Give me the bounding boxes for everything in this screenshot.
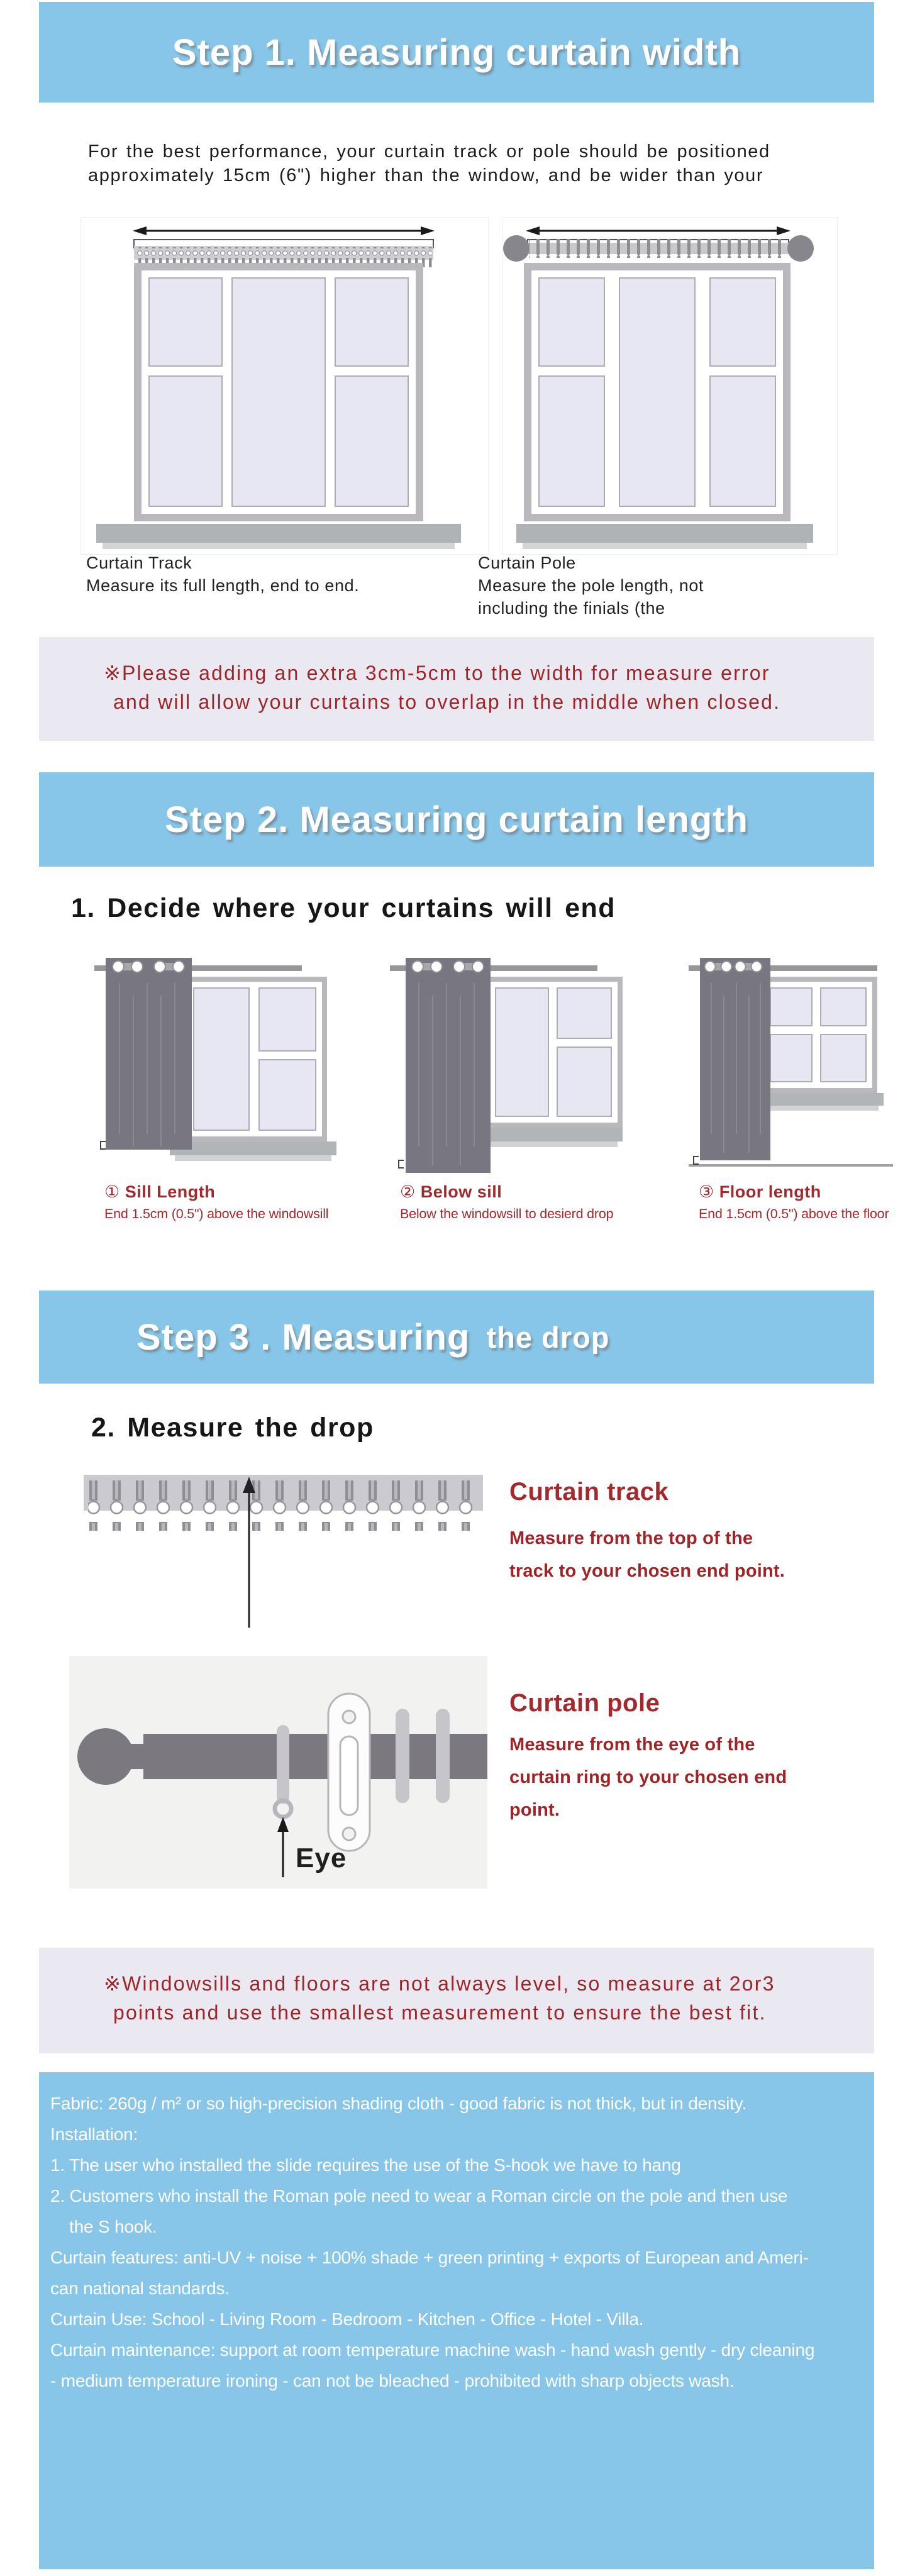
step1-intro-paragraph: [88, 140, 770, 187]
pole-caption-title: Curtain Pole: [478, 553, 576, 572]
curtain-panel: [106, 958, 192, 1150]
level-measure-note: [39, 1948, 874, 2053]
step3-banner-title-sub: the drop: [486, 1320, 610, 1354]
length-option-floor: [689, 958, 893, 1222]
step1-intro-line2: approximately 15cm (6") higher than the window, and be wider than your: [88, 165, 764, 186]
option3-title: Floor length: [719, 1182, 821, 1201]
track-drop-desc-line2: track to your chosen end point.: [509, 1561, 785, 1581]
end-point-mark: [101, 1141, 106, 1149]
footer-fabric: Fabric: 260g / m² or so high-precision shading cloth - good fabric is not thick, but in density.: [50, 2094, 747, 2113]
track-hooks: [88, 1480, 479, 1531]
footer-install-step2: 2. Customers who install the Roman pole need to wear a Roman circle on the pole and then use: [50, 2186, 788, 2206]
option1-number: ①: [104, 1182, 120, 1201]
width-double-arrow-icon: [133, 226, 435, 235]
below-sill-illustration: [390, 958, 623, 1173]
step3-heading: 2. Measure the drop: [91, 1413, 374, 1443]
pole-drop-desc-line3: point.: [509, 1800, 560, 1820]
step1-track-diagram: [80, 217, 489, 555]
below-sill-label: [400, 1182, 623, 1202]
width-double-arrow-icon: [526, 226, 791, 235]
footer-install-step1: 1. The user who installed the slide requires the use of the S-hook we have to hang: [50, 2155, 681, 2175]
level-note-line1: ※Windowsills and floors are not always level, so measure at 2or3: [104, 1972, 775, 1995]
footer-maintenance-cont: - medium temperature ironing - can not be bleached - prohibited with sharp objects wash.: [50, 2371, 735, 2390]
length-option-below-sill: [390, 958, 623, 1222]
footer-installation: Installation:: [50, 2124, 138, 2144]
step3-banner: [39, 1291, 874, 1384]
step3-pole-diagram: [69, 1656, 487, 1892]
wall-bracket: [328, 1694, 370, 1851]
windowsill: [472, 1128, 623, 1147]
track-caption-title: Curtain Track: [86, 553, 192, 572]
footer-install-step2-cont: the S hook.: [69, 2217, 157, 2236]
floor-length-desc: End 1.5cm (0.5") above the floor: [699, 1206, 889, 1221]
product-info-footer: [39, 2072, 874, 2569]
width-note-line1: ※Please adding an extra 3cm-5cm to the width for measure error: [104, 662, 770, 684]
step3-banner-title-main: Step 3 . Measuring: [136, 1316, 470, 1358]
pole-drop-title: Curtain pole: [509, 1689, 660, 1717]
below-sill-desc: Below the windowsill to desierd drop: [400, 1206, 614, 1221]
sill-length-illustration: [94, 958, 340, 1173]
pole-caption: [478, 552, 704, 619]
floor-length-illustration: [689, 958, 893, 1173]
option2-number: ②: [400, 1182, 416, 1201]
window-illustration: [484, 977, 623, 1128]
step2-banner: [39, 772, 874, 867]
track-window-illustration: [81, 218, 488, 554]
curtain-panel: [700, 958, 770, 1160]
step1-intro-line1: For the best performance, your curtain track or pole should be positioned: [88, 142, 770, 162]
length-option-sill: [94, 958, 340, 1222]
floor-length-label: [699, 1182, 893, 1202]
track-caption-desc: Measure its full length, end to end.: [86, 576, 360, 595]
sill-length-desc: End 1.5cm (0.5") above the windowsill: [104, 1206, 329, 1221]
step1-banner: [39, 2, 874, 103]
footer-features-cont: can national standards.: [50, 2279, 230, 2298]
step1-banner-title: Step 1. Measuring curtain width: [172, 31, 741, 73]
footer-use: Curtain Use: School - Living Room - Bedroom - Kitchen - Office - Hotel - Villa.: [50, 2309, 644, 2329]
windowsill: [516, 524, 813, 549]
track-drop-desc: [509, 1522, 785, 1587]
track-drop-illustration: [82, 1472, 497, 1635]
footer-maintenance: Curtain maintenance: support at room temperature machine wash - hand wash gently - dry cleaning: [50, 2340, 815, 2360]
step2-banner-title: Step 2. Measuring curtain length: [165, 799, 748, 840]
step3-track-diagram: [82, 1472, 497, 1638]
window-illustration: [182, 977, 327, 1141]
step1-pole-diagram: [502, 217, 838, 555]
window-illustration: [759, 977, 877, 1093]
option2-title: Below sill: [420, 1182, 502, 1201]
width-measure-note: [39, 637, 874, 741]
windowsill: [96, 524, 461, 549]
track-drop-title: Curtain track: [509, 1478, 669, 1506]
window-illustration: [524, 263, 791, 521]
track-drop-desc-line1: Measure from the top of the: [509, 1528, 753, 1548]
eye-label: Eye: [296, 1843, 347, 1874]
width-note-line2: and will allow your curtains to overlap in the middle when closed.: [113, 691, 781, 713]
curtain-panel: [406, 958, 491, 1173]
curtain-pole-with-finials: [503, 235, 814, 262]
step2-heading: 1. Decide where your curtains will end: [71, 893, 616, 923]
sill-length-label: [104, 1182, 340, 1202]
pole-caption-desc2: including the finials (the: [478, 599, 665, 618]
option3-number: ③: [699, 1182, 714, 1201]
end-point-mark: [694, 1157, 699, 1164]
end-point-mark: [399, 1160, 404, 1168]
footer-features: Curtain features: anti-UV + noise + 100% shade + green printing + exports of European and Ameri-: [50, 2248, 809, 2267]
level-note-line2: points and use the smallest measurement to ensure the best fit.: [113, 2001, 767, 2024]
track-caption: [86, 552, 359, 597]
pole-window-illustration: [502, 218, 837, 554]
pole-drop-desc: [509, 1728, 787, 1826]
option1-title: Sill Length: [125, 1182, 216, 1201]
windowsill: [170, 1141, 336, 1161]
pole-drop-desc-line1: Measure from the eye of the: [509, 1735, 755, 1755]
pole-drop-illustration: [69, 1656, 487, 1889]
pole-caption-desc1: Measure the pole length, not: [478, 576, 704, 595]
window-illustration: [134, 263, 423, 521]
pole-drop-desc-line2: curtain ring to your chosen end: [509, 1767, 787, 1787]
windowsill: [752, 1093, 884, 1111]
